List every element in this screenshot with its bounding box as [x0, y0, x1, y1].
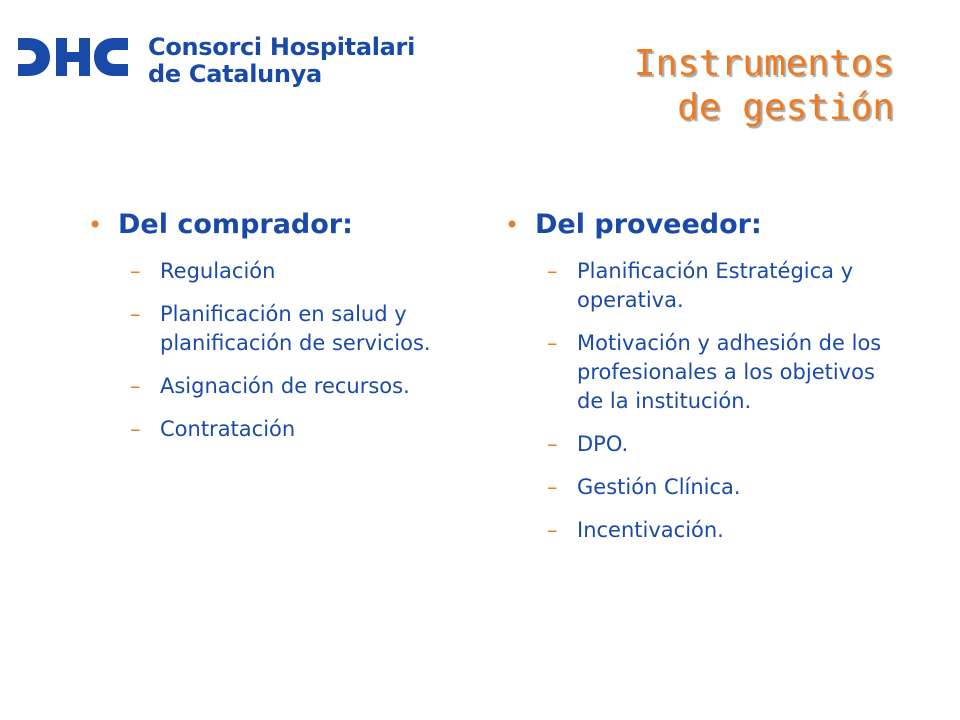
provider-heading	[505, 205, 885, 245]
dash-icon: –	[130, 417, 141, 441]
list-item-text: Incentivación.	[577, 518, 724, 542]
chc-logo	[14, 32, 414, 94]
dash-icon: –	[130, 259, 141, 283]
provider-heading-text: Del proveedor:	[535, 209, 762, 240]
list-item-text: Gestión Clínica.	[577, 475, 741, 499]
list-item-text: DPO.	[577, 432, 629, 456]
dash-icon: –	[130, 374, 141, 398]
bullet-icon: •	[505, 211, 520, 239]
slide-title	[634, 42, 894, 130]
dash-icon: –	[547, 259, 558, 283]
dash-icon: –	[547, 432, 558, 456]
list-item	[88, 415, 448, 444]
list-item	[505, 516, 885, 545]
list-item-text: Contratación	[160, 417, 296, 441]
dash-icon: –	[547, 518, 558, 542]
provider-list	[505, 257, 885, 545]
buyer-column	[88, 205, 448, 458]
dash-icon: –	[547, 475, 558, 499]
buyer-heading	[88, 205, 448, 245]
list-item-text: Motivación y adhesión de los profesionales a los objetivos de la institución.	[577, 331, 882, 413]
list-item	[88, 300, 448, 358]
buyer-list	[88, 257, 448, 444]
slide-title-line-2: de gestión	[677, 87, 894, 128]
list-item	[505, 430, 885, 459]
list-item-text: Asignación de recursos.	[160, 374, 410, 398]
bullet-icon: •	[88, 211, 103, 239]
dash-icon: –	[130, 302, 141, 326]
logo-line-1: Consorci Hospitalari	[148, 33, 416, 61]
list-item	[88, 372, 448, 401]
dash-icon: –	[547, 331, 558, 355]
chc-logo-mark-icon	[14, 32, 132, 82]
logo-line-2: de Catalunya	[148, 60, 322, 88]
provider-column	[505, 205, 885, 559]
buyer-heading-text: Del comprador:	[118, 209, 353, 240]
list-item	[88, 257, 448, 286]
slide-title-line-1: Instrumentos	[633, 43, 894, 84]
list-item	[505, 257, 885, 315]
list-item-text: Regulación	[160, 259, 276, 283]
list-item-text: Planificación en salud y planificación de servicios.	[160, 302, 431, 355]
list-item	[505, 473, 885, 502]
list-item-text: Planificación Estratégica y operativa.	[577, 259, 854, 312]
list-item	[505, 329, 885, 416]
logo-text	[148, 34, 415, 88]
